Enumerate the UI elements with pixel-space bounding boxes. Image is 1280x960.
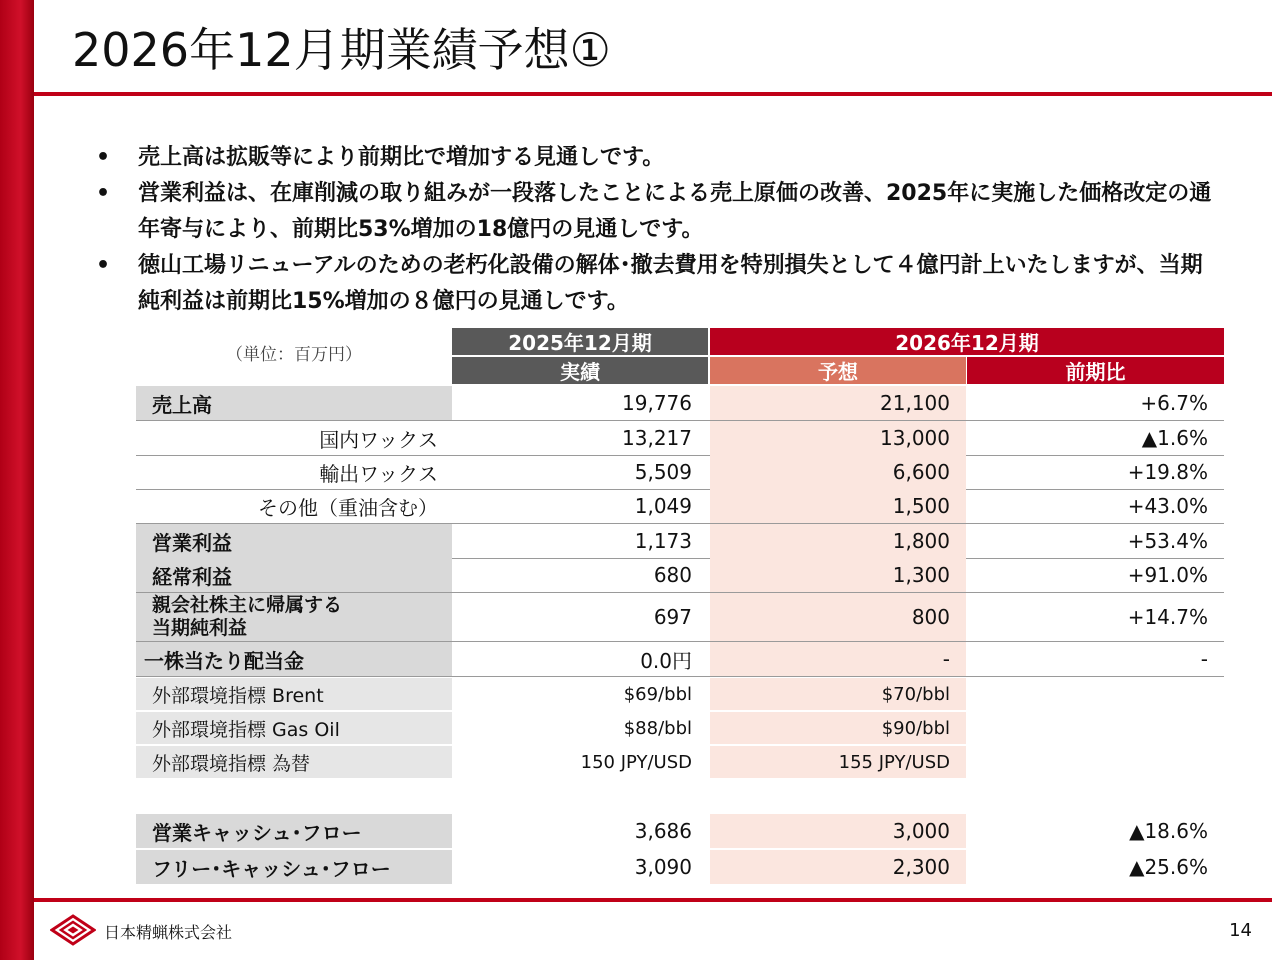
table-row [136, 850, 1224, 884]
row-label: 輸出ワックス [319, 461, 438, 486]
bullet-item [96, 140, 1216, 176]
forecast-value: $90/bbl [710, 712, 966, 744]
bullet-text: 営業利益は、在庫削減の取り組みが一段落したことによる売上原価の改善、2025年に実施した価格改定の通年寄与により、前期比53%増加の18億円の見通しです。 [138, 181, 1212, 242]
forecast-value: 13,000 [710, 421, 966, 455]
bullet-item [96, 248, 1216, 320]
bullet-marker: • [96, 181, 111, 206]
table-row [136, 489, 1224, 524]
header-forecast: 予想 [710, 357, 966, 384]
yoy-value: ▲25.6% [1129, 855, 1208, 879]
yoy-value: +19.8% [1127, 460, 1208, 484]
table-row [136, 421, 1224, 456]
forecast-value: 1,800 [710, 524, 966, 558]
company-name: 日本精蝋株式会社 [104, 923, 233, 942]
row-label: 外部環境指標 Brent [136, 678, 452, 710]
yoy-value: +53.4% [1127, 529, 1208, 553]
row-label-line1: 親会社株主に帰属する [152, 594, 343, 616]
actual-value: 680 [653, 563, 692, 587]
table-row [136, 593, 1224, 642]
actual-value: 3,090 [634, 855, 692, 879]
yoy-value: +14.7% [1127, 605, 1208, 629]
actual-value: $69/bbl [623, 683, 692, 705]
row-label: 一株当たり配当金 [136, 642, 452, 676]
actual-value: 5,509 [634, 460, 692, 484]
bullet-list [96, 140, 1216, 320]
bullet-text: 徳山工場リニューアルのための老朽化設備の解体･撤去費用を特別損失として４億円計上いたしますが、当期純利益は前期比15%増加の８億円の見通しです。 [138, 253, 1203, 314]
actual-value: $88/bbl [623, 717, 692, 739]
actual-value: 697 [653, 605, 692, 629]
header-yoy: 前期比 [967, 357, 1224, 384]
forecast-value: 1,500 [710, 489, 966, 523]
yoy-value: +6.7% [1140, 391, 1208, 415]
row-label: 営業キャッシュ･フロー [136, 814, 452, 848]
row-label: 営業利益 [136, 524, 452, 558]
row-label: 経常利益 [136, 558, 452, 592]
table-row [136, 678, 1224, 710]
page-number: 14 [1229, 920, 1252, 941]
yoy-value: ▲1.6% [1141, 426, 1208, 450]
forecast-value: $70/bbl [710, 678, 966, 710]
forecast-value: 6,600 [710, 455, 966, 489]
bullet-marker: • [96, 145, 111, 170]
actual-value: 0.0円 [640, 648, 692, 673]
bullet-text: 売上高は拡販等により前期比で増加する見通しです。 [138, 145, 665, 170]
table-row [136, 524, 1224, 559]
forecast-value: 1,300 [710, 558, 966, 592]
header-period-2026: 2026年12月期 [710, 328, 1224, 355]
table-row [136, 712, 1224, 744]
header-actual: 実績 [452, 357, 708, 384]
row-label [136, 593, 452, 641]
table-subheader-row [136, 344, 1224, 384]
table-row [136, 746, 1224, 778]
yoy-value: - [1200, 647, 1208, 671]
forecast-value: 2,300 [710, 850, 966, 884]
actual-value: 150 JPY/USD [580, 751, 692, 773]
left-accent-bar [0, 0, 34, 960]
table-row [136, 642, 1224, 677]
actual-value: 1,049 [634, 494, 692, 518]
row-label: 外部環境指標 Gas Oil [136, 712, 452, 744]
actual-value: 3,686 [634, 819, 692, 843]
actual-value: 13,217 [622, 426, 692, 450]
table-row [136, 455, 1224, 490]
row-label: 売上高 [136, 386, 452, 420]
yoy-value: ▲18.6% [1129, 819, 1208, 843]
yoy-value: +43.0% [1127, 494, 1208, 518]
row-label: フリー･キャッシュ･フロー [136, 850, 452, 884]
table-row [136, 814, 1224, 848]
bullet-marker: • [96, 253, 111, 278]
yoy-value: +91.0% [1127, 563, 1208, 587]
forecast-value: 155 JPY/USD [710, 746, 966, 778]
unit-label: （単位：百万円） [226, 344, 362, 365]
header-period-2025: 2025年12月期 [452, 328, 708, 355]
table-row [136, 558, 1224, 593]
forecast-value: 21,100 [710, 386, 966, 420]
row-label: その他（重油含む） [258, 495, 438, 520]
forecast-value: - [710, 642, 966, 676]
row-label: 国内ワックス [319, 427, 438, 452]
row-label-line2: 当期純利益 [152, 617, 248, 639]
footer-divider [34, 898, 1272, 902]
title-divider [34, 92, 1272, 96]
row-label: 外部環境指標 為替 [136, 746, 452, 778]
bullet-item [96, 176, 1216, 248]
table-row [136, 386, 1224, 421]
actual-value: 1,173 [634, 529, 692, 553]
company-logo [50, 914, 96, 946]
actual-value: 19,776 [622, 391, 692, 415]
page-title: 2026年12月期業績予想① [72, 23, 611, 77]
forecast-value: 3,000 [710, 814, 966, 848]
forecast-value: 800 [710, 593, 966, 641]
